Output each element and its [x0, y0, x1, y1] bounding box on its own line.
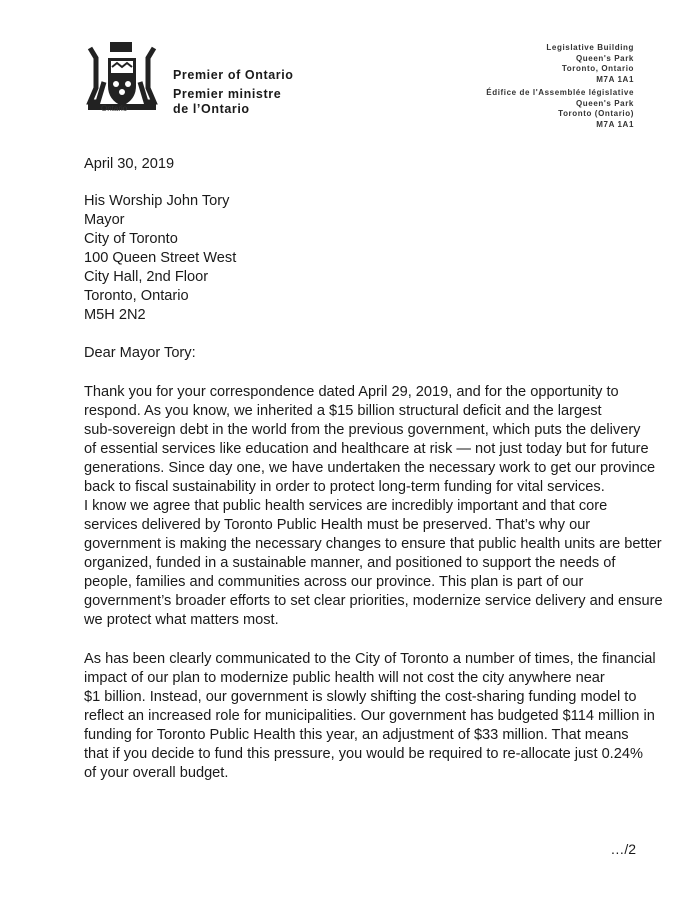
address-fr: Édifice de l'Assemblée législative Queen's Park Toronto (Ontario) M7A 1A1: [486, 88, 634, 129]
title-en: Premier of Ontario: [173, 68, 294, 82]
paragraph-2: I know we agree that public health services are incredibly important and that core services delivered by Toronto Public Health must be preserved. That’s why our government is making the necessary changes to ensure that public health units are better organized, funded in a sustainable manner, and positioned to support the needs of people, families and communities across our province. This plan is part of our government’s broader efforts to set clear priorities, modernize service delivery and ensure we protect what matters most.: [84, 498, 663, 628]
recipient-address: His Worship John Tory Mayor City of Toronto 100 Queen Street West City Hall, 2nd Floor Toronto, Ontario M5H 2N2: [84, 193, 237, 323]
address-en: Legislative Building Queen's Park Toronto, Ontario M7A 1A1: [546, 43, 634, 84]
paragraph-3: As has been clearly communicated to the City of Toronto a number of times, the financial impact of our plan to modernize public health will not cost the city anywhere near $1 billion. Instead, our government is slowly shifting the cost-sharing funding model to reflect an increased role for municipalities. Our government has budgeted $114 million in funding for Toronto Public Health this year, an adjustment of $33 million. That means that if you decide to fund this pressure, you would be required to re-allocate just 0.24% of your overall budget.: [84, 651, 656, 781]
title-fr-2: de l’Ontario: [173, 102, 250, 116]
logo-caption: Ontario: [101, 104, 128, 113]
title-fr-1: Premier ministre: [173, 87, 282, 101]
salutation: Dear Mayor Tory:: [84, 345, 196, 361]
letter-date: April 30, 2019: [84, 156, 175, 172]
page-continuation-marker: …/2: [610, 841, 636, 857]
paragraph-1: Thank you for your correspondence dated April 29, 2019, and for the opportunity to respond. As you know, we inherited a $15 billion structural deficit and the largest sub-sovereign debt in the world from the previous government, which puts the delivery of essential services like education and healthcare at risk — not just today but for future generations. Since day one, we have undertaken the necessary work to get our province back to fiscal sustainability in order to protect long-term funding for vital services.: [84, 384, 656, 495]
